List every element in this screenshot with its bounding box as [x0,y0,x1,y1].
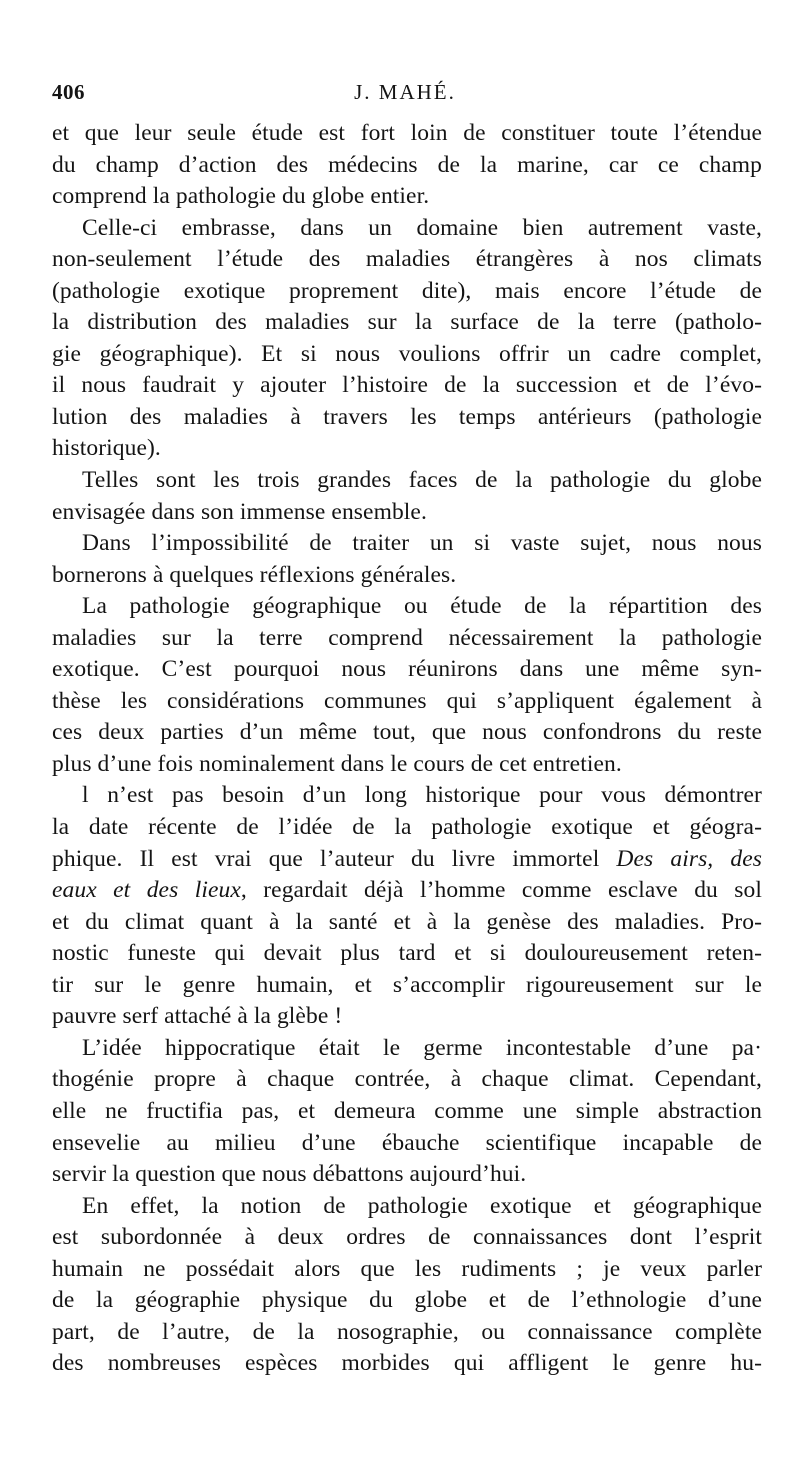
text-run: Telles sont les trois grandes faces de la pathologie du globe [82,467,762,494]
text-line [52,181,762,213]
text-run: et que leur seule étude est fort loin de constituer toute l’étendue [52,120,762,146]
text-line [52,150,762,182]
text-run: (pathologie exotique proprement dite), mais encore l’étude de [52,277,762,304]
text-line [52,433,762,465]
text-run: tir sur le genre humain, et s’accomplir rigoureusement sur le [52,971,762,998]
text-run: maladies sur la terre comprend nécessairement la pathologie [52,624,762,651]
text-run: Dans l’impossibilité de traiter un si vaste sujet, nous nous [82,530,762,557]
page-number: 406 [52,80,85,104]
text-line [52,1317,762,1349]
text-run: exotique. C’est pourquoi nous réunirons dans une même syn- [52,656,762,683]
text-line [52,118,762,150]
text-line [52,970,762,1002]
text-run: thogénie propre à chaque contrée, à chaque climat. Cependant, [52,1066,762,1093]
text-line [52,1064,762,1096]
text-line [52,1001,762,1033]
text-run: la distribution des maladies sur la surface de la terre (patholo- [52,309,762,336]
text-line [52,1096,762,1128]
text-line [52,623,762,655]
text-line [52,1348,762,1380]
body-text [52,118,762,1380]
text-run: est subordonnée à deux ordres de connaissances dont l’esprit [52,1224,762,1251]
text-run: il nous faudrait y ajouter l’histoire de la succession et de l’évo- [52,372,762,399]
text-run: servir la question que nous débattons aujourd’hui. [52,1161,527,1188]
text-line [52,1285,762,1317]
text-run: humain ne possédait alors que les rudiments ; je veux parler [52,1255,762,1282]
text-line [52,276,762,308]
text-line [52,844,762,876]
text-line [52,560,762,592]
text-line [52,402,762,434]
text-run: ensevelie au milieu d’une ébauche scientifique incapable de [52,1129,762,1156]
text-line [52,1128,762,1160]
italic-title: Des airs, des [616,845,762,872]
text-run: et du climat quant à la santé et à la genèse des maladies. Pro- [52,908,762,935]
text-run: de la géographie physique du globe et de l’ethnologie d’une [52,1287,762,1314]
text-run: nostic funeste qui devait plus tard et si douloureusement reten- [52,940,762,967]
text-line [52,1254,762,1286]
text-run: elle ne fructifia pas, et demeura comme une simple abstraction [52,1097,762,1124]
text-run: comprend la pathologie du globe entier. [52,183,430,210]
text-line [52,1159,762,1191]
text-line [52,654,762,686]
text-line [52,1222,762,1254]
text-run: des nombreuses espèces morbides qui affligent le genre hu- [52,1350,762,1377]
text-run: part, de l’autre, de la nosographie, ou connaissance complète [52,1318,762,1345]
text-line [52,907,762,939]
text-line [52,875,762,907]
italic-title: eaux et des lieux [52,877,241,904]
text-run: lution des maladies à travers les temps antérieurs (pathologie [52,403,762,430]
text-run: la date récente de l’idée de la pathologie exotique et géogra- [52,814,762,841]
text-run: historique). [52,435,161,462]
text-run: envisagée dans son immense ensemble. [52,498,427,525]
text-line [52,749,762,781]
text-line [52,812,762,844]
text-line [52,1191,762,1223]
text-run: ces deux parties d’un même tout, que nous confondrons du reste [52,719,762,746]
text-line [52,370,762,402]
text-line [52,465,762,497]
text-run: l n’est pas besoin d’un long historique pour vous démontrer [82,782,762,809]
text-run: , regardait déjà l’homme comme esclave du sol [240,877,763,904]
text-line [52,213,762,245]
text-line [52,339,762,371]
text-run: Celle-ci embrasse, dans un domaine bien autrement vaste, [82,214,762,241]
text-line [52,497,762,529]
text-run: phique. Il est vrai que l’auteur du livre immortel [52,845,617,872]
page-header [52,80,758,110]
running-title: J. MAHÉ. [354,80,456,104]
text-line [52,591,762,623]
text-run: thèse les considérations communes qui s’appliquent également à [52,687,762,714]
text-line [52,938,762,970]
text-run: non-seulement l’étude des maladies étrangères à nos climats [52,246,762,273]
text-run: gie géographique). Et si nous voulions offrir un cadre complet, [52,340,762,367]
text-line [52,528,762,560]
text-run: En effet, la notion de pathologie exotique et géographique [82,1192,762,1219]
text-line [52,717,762,749]
text-run: L’idée hippocratique était le germe incontestable d’une pa· [82,1034,762,1061]
text-line [52,307,762,339]
text-line [52,686,762,718]
text-line [52,1033,762,1065]
text-run: pauvre serf attaché à la glèbe ! [52,1003,343,1030]
text-run: La pathologie géographique ou étude de la répartition des [82,593,762,620]
text-run: bornerons à quelques réflexions générales. [52,561,457,588]
text-run: du champ d’action des médecins de la marine, car ce champ [52,151,762,178]
text-run: plus d’une fois nominalement dans le cours de cet entretien. [52,750,622,777]
text-line [52,780,762,812]
text-line [52,244,762,276]
